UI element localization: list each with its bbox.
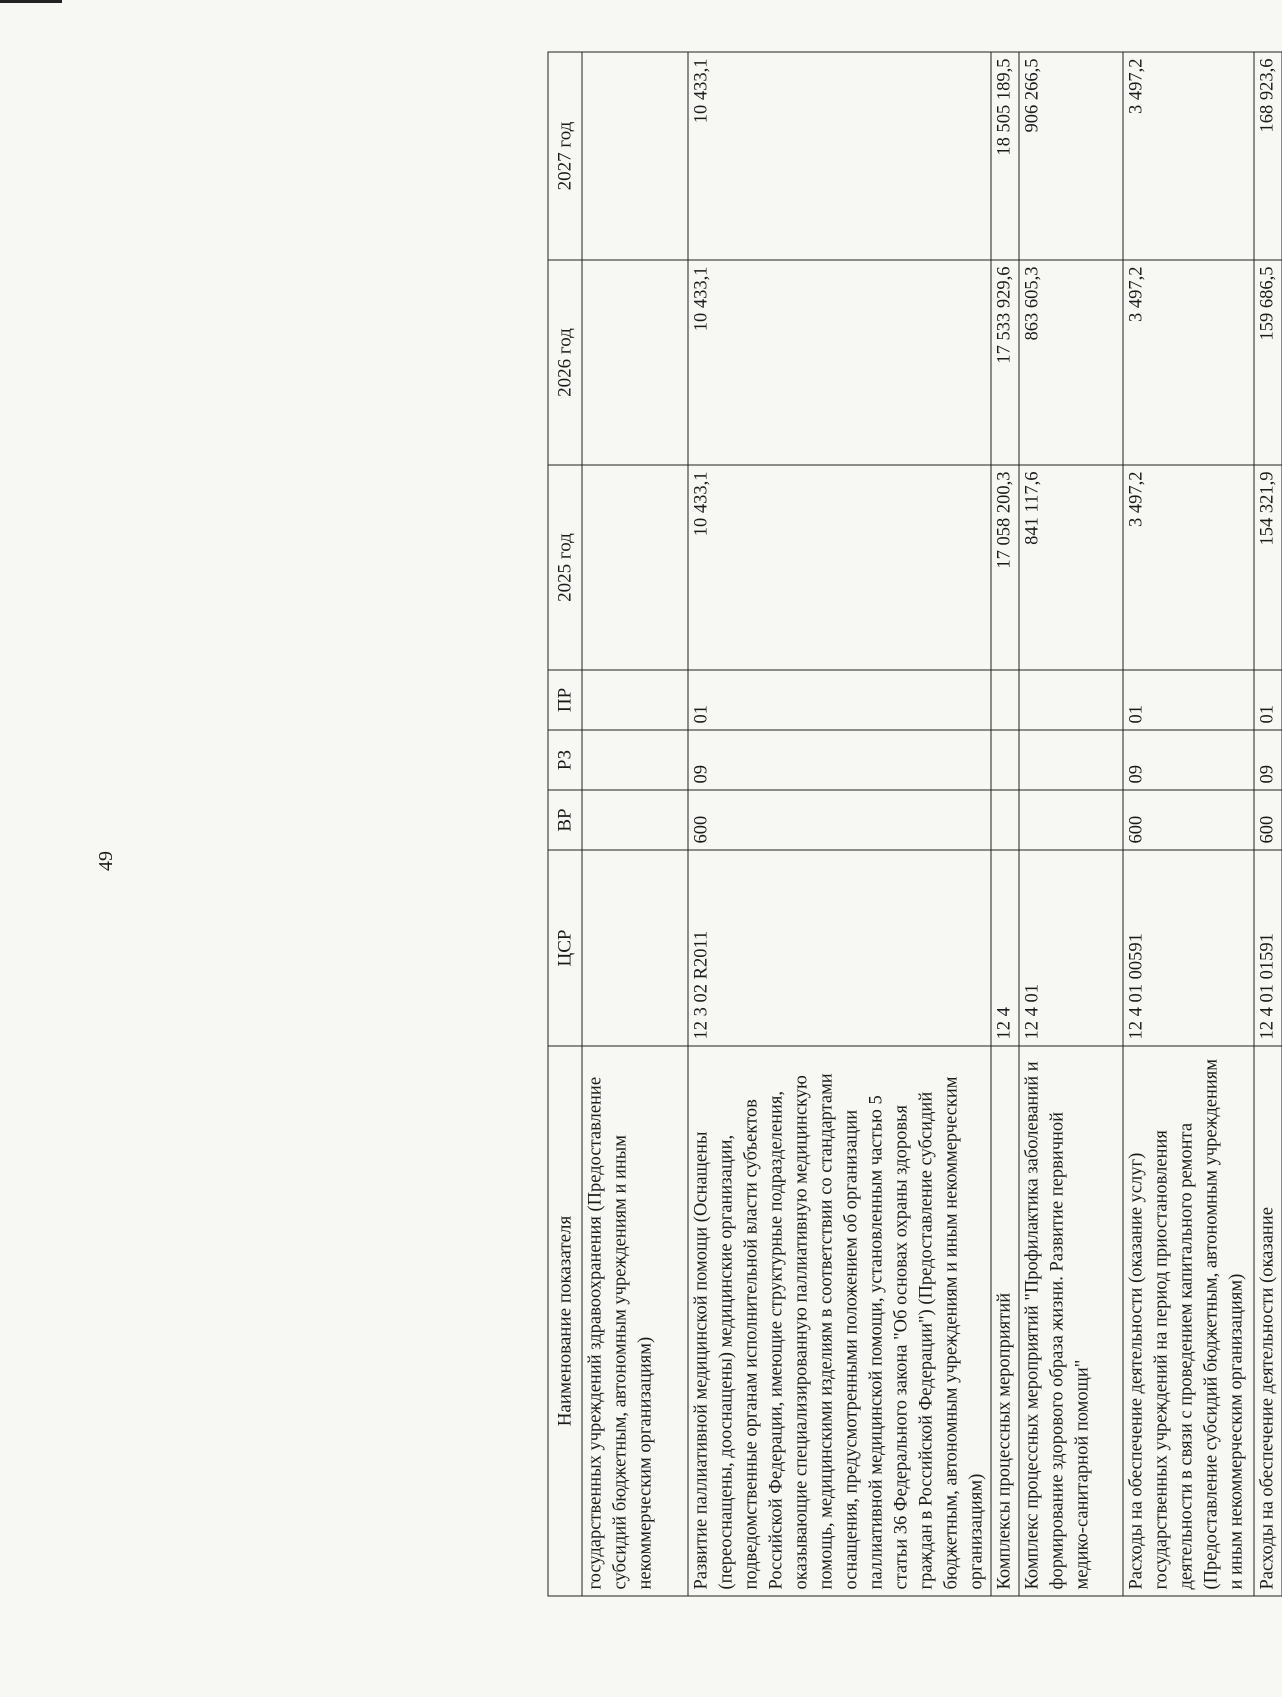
row-2025 [582, 465, 688, 670]
budget-table [547, 52, 1282, 1597]
row-csr: 12 4 01 00591 [1123, 850, 1254, 1046]
row-vr: 600 [1123, 790, 1254, 850]
row-rz: 09 [688, 730, 991, 790]
row-2025: 10 433,1 [688, 465, 991, 670]
row-csr: 12 3 02 R2011 [688, 850, 991, 1046]
row-2027: 3 497,2 [1123, 52, 1254, 260]
row-csr: 12 4 01 01591 [1254, 850, 1282, 1046]
row-2027: 168 923,6 [1254, 52, 1282, 260]
row-pr: 01 [1254, 670, 1282, 730]
header-rz: РЗ [548, 730, 582, 790]
row-2027 [582, 52, 688, 260]
row-2025: 154 321,9 [1254, 465, 1282, 670]
header-2027: 2027 год [548, 52, 582, 260]
header-name: Наименование показателя [548, 1046, 582, 1596]
row-2027: 906 266,5 [1019, 52, 1123, 260]
table-row [991, 52, 1019, 1596]
row-2026: 3 497,2 [1123, 260, 1254, 465]
row-2027: 10 433,1 [688, 52, 991, 260]
row-2026 [582, 260, 688, 465]
row-2027: 18 505 189,5 [991, 52, 1019, 260]
row-name: Развитие паллиативной медицинской помощи (Оснащены (переоснащены, дооснащены) медицинские организации, подведомственные органам исполнительной власти субъектов Российской Федерации, имеющие структурные подразделения, оказывающие специализированную паллиативную медицинскую помощь, медицинскими изделиям в соответствии со стандартами оснащения, предусмотренными положением об организации паллиативной медицинской помощи, установленным частью 5 статьи 36 Федерального закона "Об основах охраны здоровья граждан в Российской Федерации") (Предоставление субсидий бюджетным, автономным учреждениям и иным некоммерческим организациям) [688, 1046, 991, 1596]
row-name: Комплексы процессных мероприятий [991, 1046, 1019, 1596]
row-2026: 863 605,3 [1019, 260, 1123, 465]
row-name: Расходы на обеспечение деятельности (оказание услуг) государственных учреждений на период приостановления деятельности в связи с проведением капитального ремонта (Предоставление субсидий бюджетным, автономным учреждениям и иным некоммерческим организациям) [1123, 1046, 1254, 1596]
row-vr: 600 [1254, 790, 1282, 850]
row-csr: 12 4 [991, 850, 1019, 1046]
row-pr: 01 [1123, 670, 1254, 730]
row-vr: 600 [688, 790, 991, 850]
row-2025: 17 058 200,3 [991, 465, 1019, 670]
row-rz [991, 730, 1019, 790]
row-csr: 12 4 01 [1019, 850, 1123, 1046]
row-csr [582, 850, 688, 1046]
row-rz [582, 730, 688, 790]
row-pr: 01 [688, 670, 991, 730]
header-2026: 2026 год [548, 260, 582, 465]
header-vr: ВР [548, 790, 582, 850]
row-name: государственных учреждений здравоохранения (Предоставление субсидий бюджетным, автономным учреждениям и иным некоммерческим организациям) [582, 1046, 688, 1596]
row-rz [1019, 730, 1123, 790]
scan-edge-mark [0, 0, 62, 3]
table-row [1019, 52, 1123, 1596]
table-row [688, 52, 991, 1596]
header-row [548, 52, 582, 1596]
row-vr [1019, 790, 1123, 850]
row-pr [991, 670, 1019, 730]
table-row [1254, 52, 1282, 1596]
page-number: 49 [95, 851, 117, 871]
row-2025: 841 117,6 [1019, 465, 1123, 670]
row-pr [1019, 670, 1123, 730]
row-2026: 159 686,5 [1254, 260, 1282, 465]
table-row [1123, 52, 1254, 1596]
table-row [582, 52, 688, 1596]
row-vr [991, 790, 1019, 850]
row-rz: 09 [1254, 730, 1282, 790]
budget-table-rotated [547, 53, 1277, 1597]
row-2026: 10 433,1 [688, 260, 991, 465]
header-csr: ЦСР [548, 850, 582, 1046]
row-name: Расходы на обеспечение деятельности (оказание [1254, 1046, 1282, 1596]
row-name: Комплекс процессных мероприятий "Профилактика заболеваний и формирование здорового образа жизни. Развитие первичной медико-санитарной помощи" [1019, 1046, 1123, 1596]
row-rz: 09 [1123, 730, 1254, 790]
row-vr [582, 790, 688, 850]
row-2025: 3 497,2 [1123, 465, 1254, 670]
header-pr: ПР [548, 670, 582, 730]
header-2025: 2025 год [548, 465, 582, 670]
row-2026: 17 533 929,6 [991, 260, 1019, 465]
row-pr [582, 670, 688, 730]
